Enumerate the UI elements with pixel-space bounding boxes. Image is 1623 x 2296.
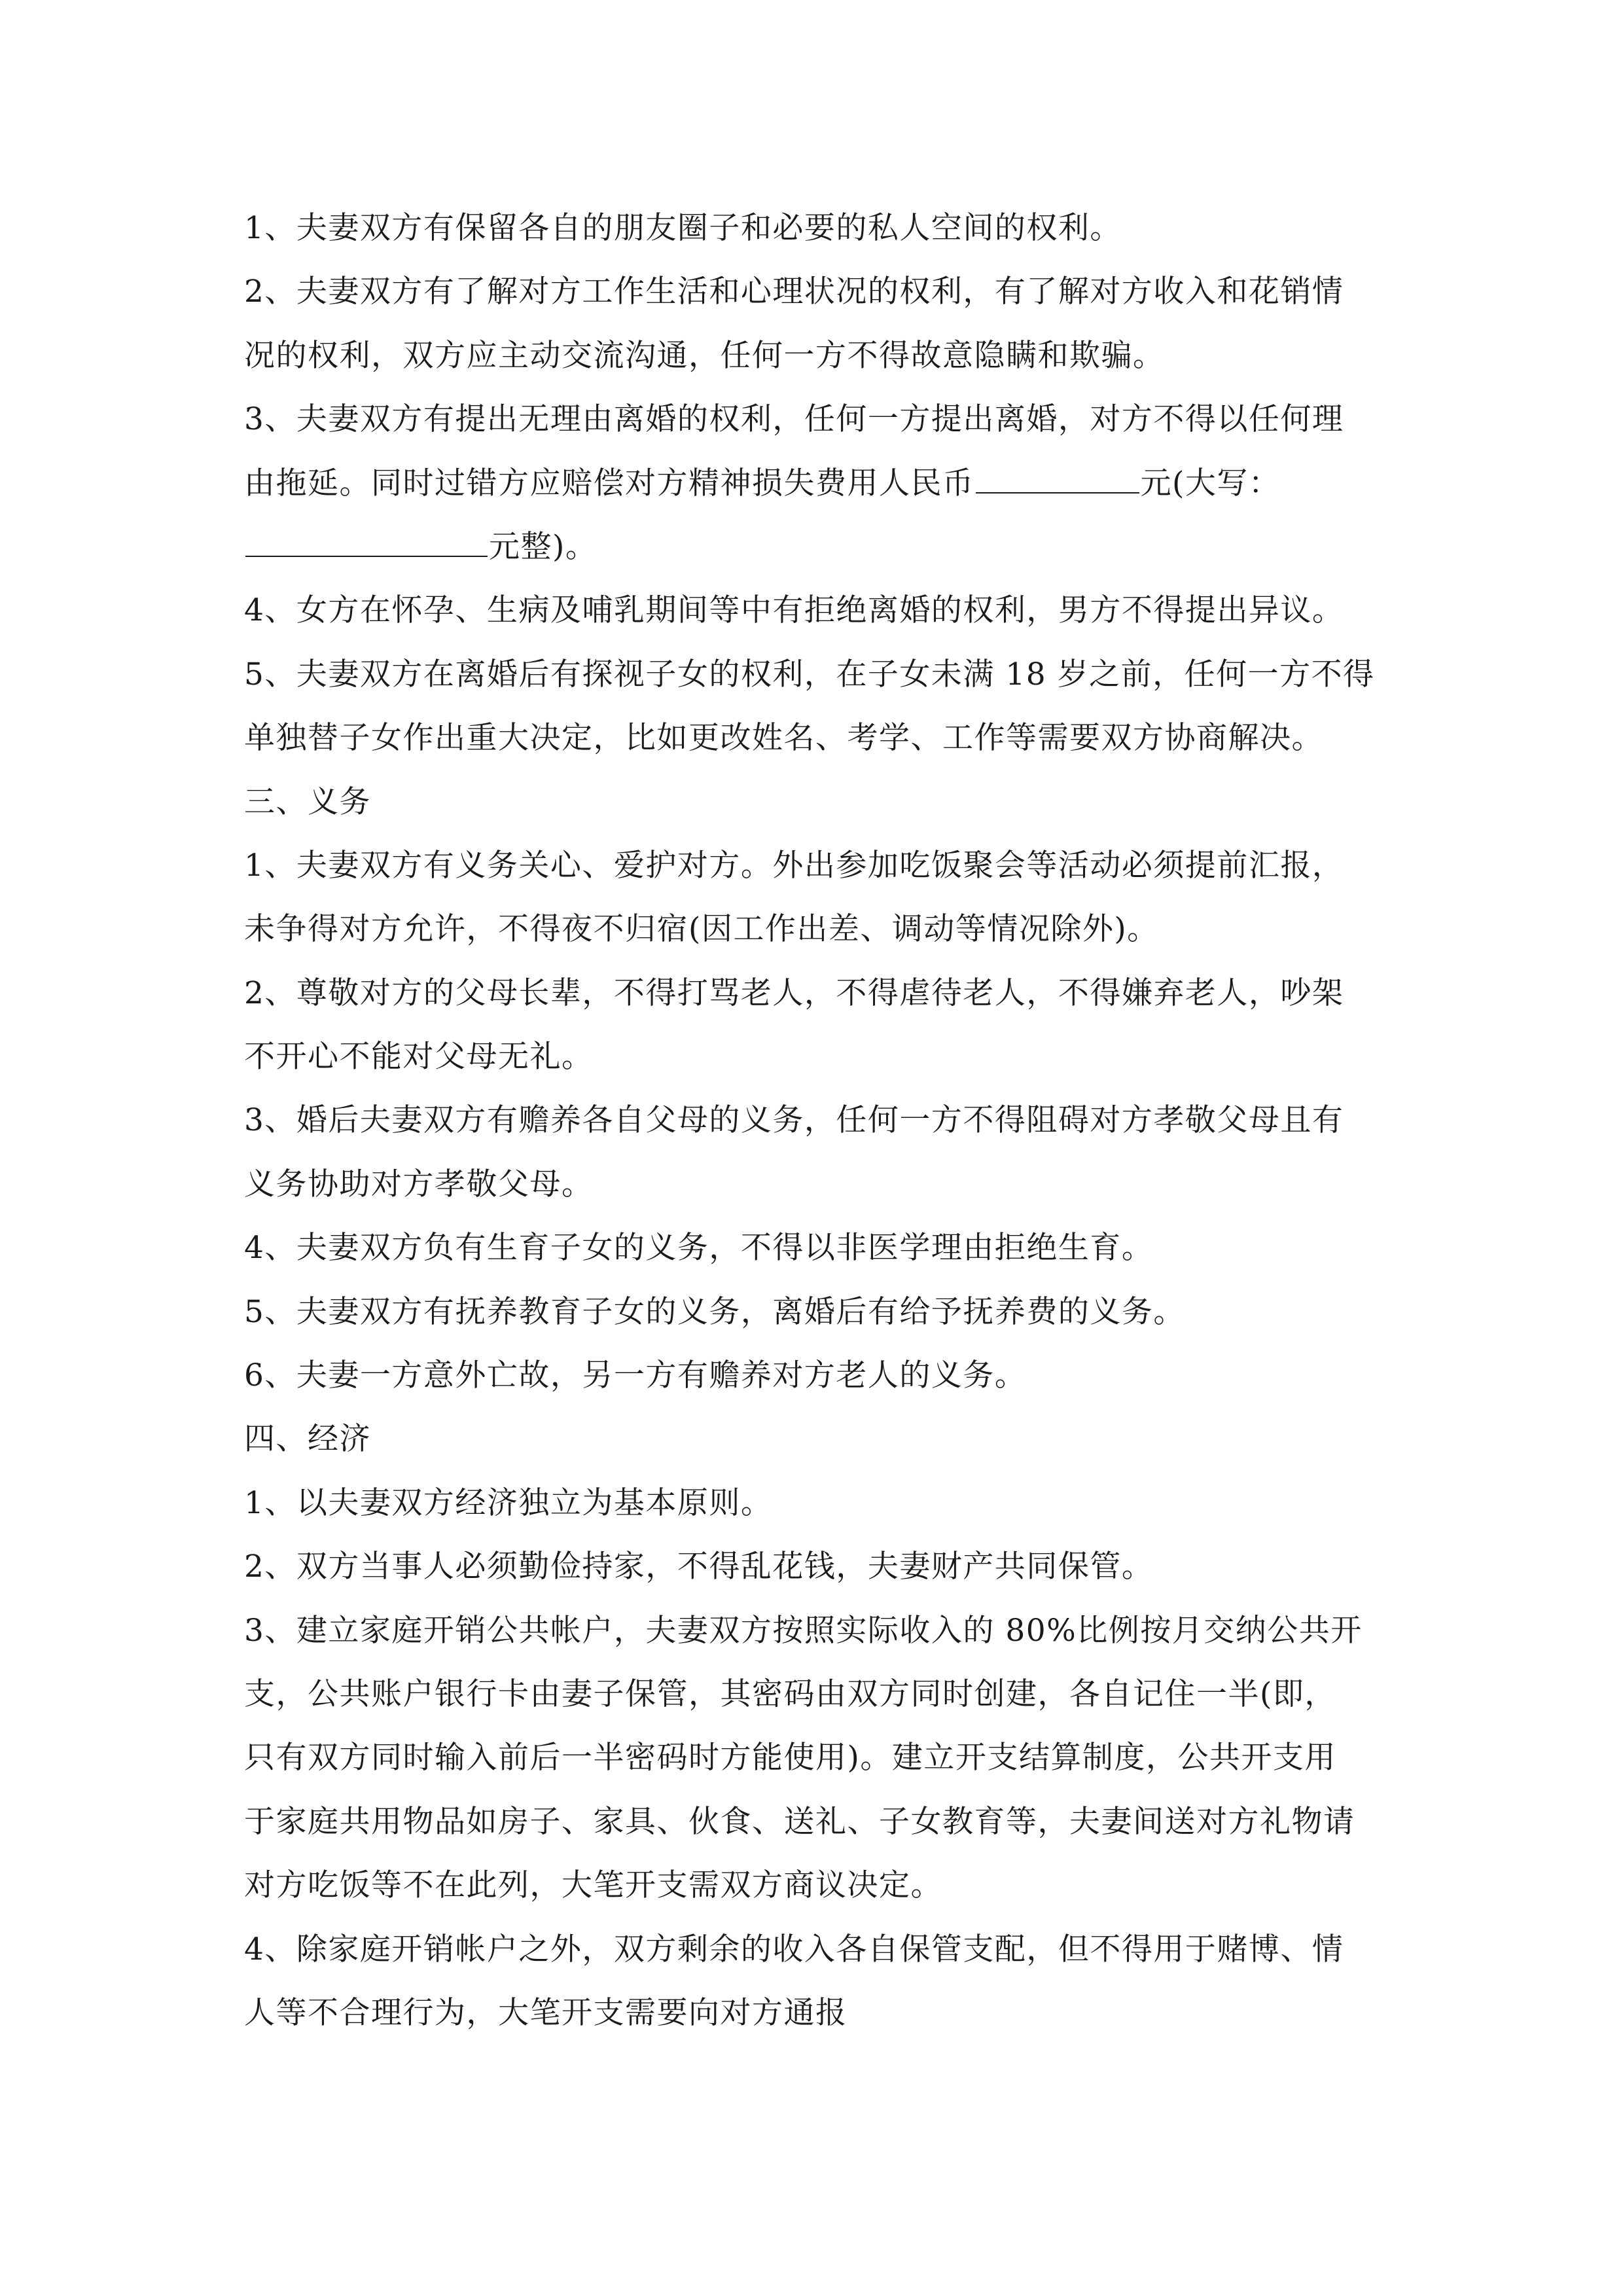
- text-line-4: 3、夫妻双方有提出无理由离婚的权利，任何一方提出离婚，对方不得以任何理: [244, 401, 1344, 438]
- text-line-3: 况的权利，双方应主动交流沟通，任何一方不得故意隐瞒和欺骗。: [244, 337, 1165, 374]
- text-line-6-after: 元整)。: [489, 528, 597, 565]
- text-line-19: 6、夫妻一方意外亡故，另一方有赡养对方老人的义务。: [244, 1357, 1027, 1394]
- text-line-5: [244, 452, 1383, 515]
- text-line-23: 3、建立家庭开销公共帐户，夫妻双方按照实际收入的 80%比例按月交纳公共开: [244, 1612, 1363, 1649]
- text-line-28: 4、除家庭开销帐户之外，双方剩余的收入各自保管支配，但不得用于赌博、情: [244, 1931, 1344, 1967]
- document-body: [244, 196, 1383, 2045]
- text-line-2: 2、夫妻双方有了解对方工作生活和心理状况的权利，有了解对方收入和花销情: [244, 274, 1344, 310]
- text-line-1: 1、夫妻双方有保留各自的朋友圈子和必要的私人空间的权利。: [244, 210, 1122, 246]
- text-line-17: 4、夫妻双方负有生育子女的义务，不得以非医学理由拒绝生育。: [244, 1230, 1154, 1266]
- text-line-26: 于家庭共用物品如房子、家具、伙食、送礼、子女教育等，夫妻间送对方礼物请: [244, 1803, 1355, 1840]
- text-line-9: 单独替子女作出重大决定，比如更改姓名、考学、工作等需要双方协商解决。: [244, 720, 1323, 757]
- text-line-5-after: 元(大写：: [1140, 465, 1281, 501]
- text-line-6: [244, 515, 1383, 579]
- text-line-5-before: 由拖延。同时过错方应赔偿对方精神损失费用人民币: [244, 465, 974, 501]
- amount-blank: [976, 461, 1139, 493]
- text-line-16: 义务协助对方孝敬父母。: [244, 1166, 594, 1202]
- text-line-8: 5、夫妻双方在离婚后有探视子女的权利，在子女未满 18 岁之前，任何一方不得: [244, 656, 1375, 692]
- text-line-27: 对方吃饭等不在此列，大笔开支需双方商议决定。: [244, 1867, 942, 1904]
- text-line-22: 2、双方当事人必须勤俭持家，不得乱花钱，夫妻财产共同保管。: [244, 1549, 1154, 1585]
- section-heading-obligations: 三、义务: [244, 783, 371, 820]
- text-line-7: 4、女方在怀孕、生病及哺乳期间等中有拒绝离婚的权利，男方不得提出异议。: [244, 592, 1344, 629]
- text-line-14: 不开心不能对父母无礼。: [244, 1039, 594, 1075]
- text-line-11: 1、夫妻双方有义务关心、爱护对方。外出参加吃饭聚会等活动必须提前汇报，: [244, 847, 1344, 884]
- text-line-21: 1、以夫妻双方经济独立为基本原则。: [244, 1484, 773, 1521]
- text-line-13: 2、尊敬对方的父母长辈，不得打骂老人，不得虐待老人，不得嫌弃老人，吵架: [244, 975, 1344, 1011]
- text-line-25: 只有双方同时输入前后一半密码时方能使用)。建立开支结算制度，公共开支用: [244, 1740, 1336, 1776]
- text-line-24: 支，公共账户银行卡由妻子保管，其密码由双方同时创建，各自记住一半(即，: [244, 1676, 1336, 1712]
- amount-words-blank: [245, 524, 488, 557]
- text-line-12: 未争得对方允许，不得夜不归宿(因工作出差、调动等情况除外)。: [244, 911, 1159, 948]
- text-line-18: 5、夫妻双方有抚养教育子女的义务，离婚后有给予抚养费的义务。: [244, 1293, 1185, 1330]
- text-line-29: 人等不合理行为，大笔开支需要向对方通报: [244, 1994, 847, 2031]
- text-line-15: 3、婚后夫妻双方有赡养各自父母的义务，任何一方不得阻碍对方孝敬父母且有: [244, 1102, 1344, 1139]
- section-heading-economy: 四、经济: [244, 1421, 371, 1458]
